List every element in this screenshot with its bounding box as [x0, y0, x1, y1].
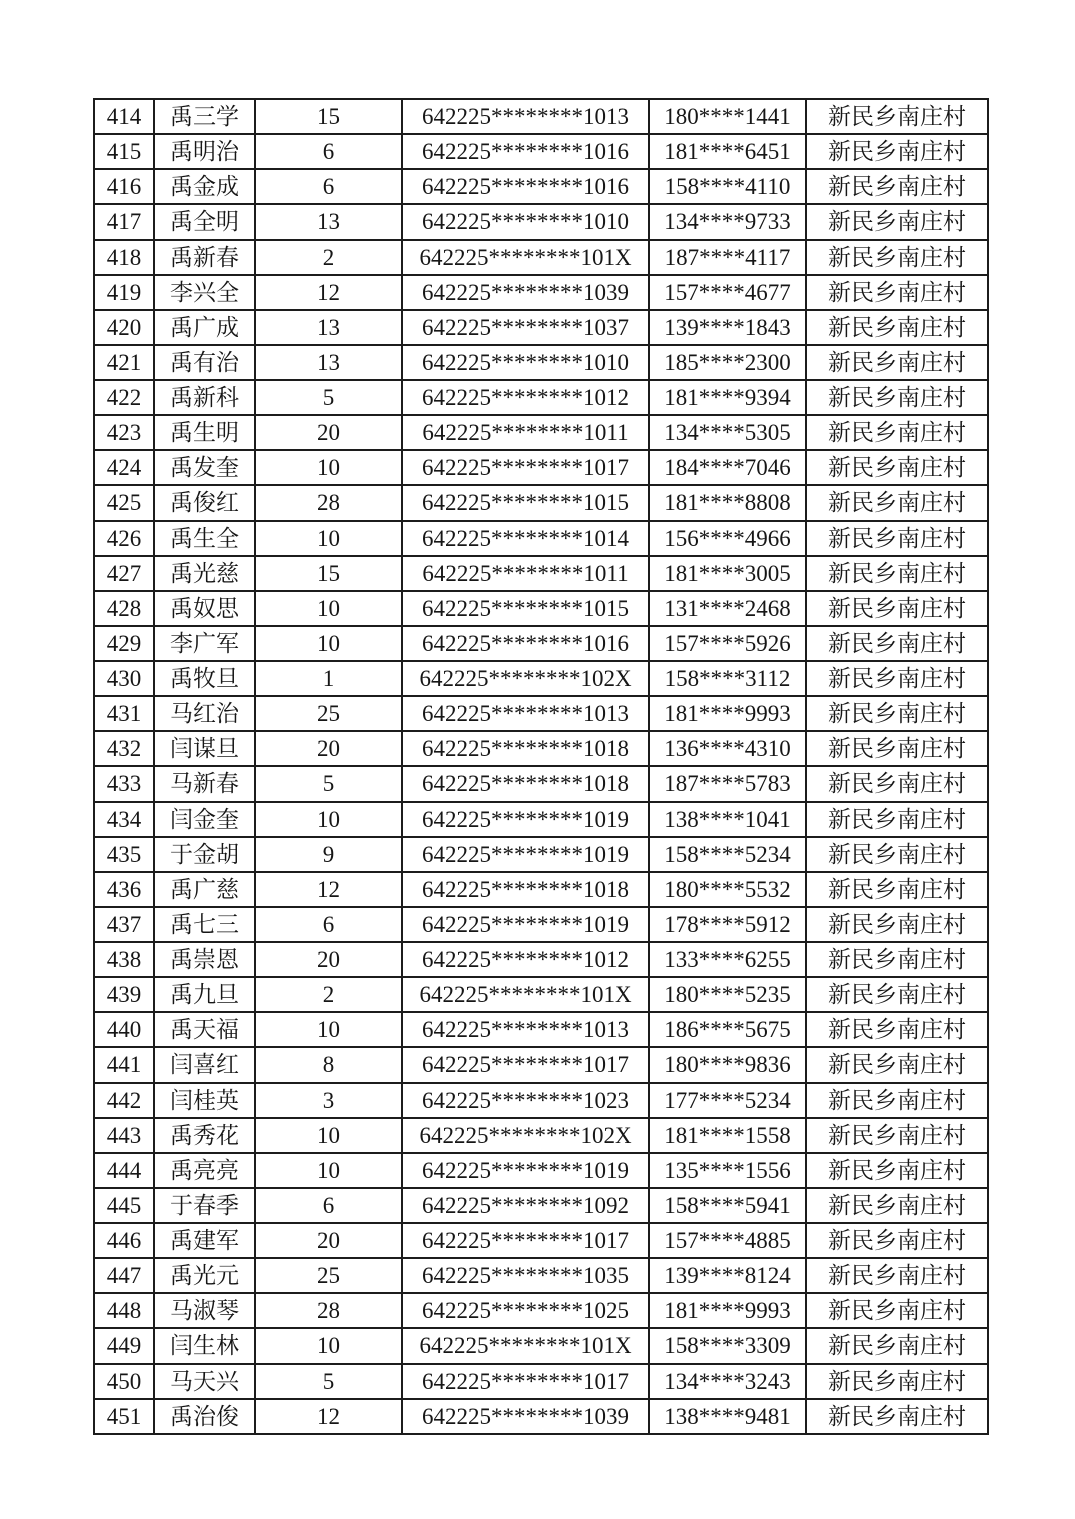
village-cell: 新民乡南庄村	[806, 872, 988, 907]
phone-cell: 186****5675	[649, 1012, 806, 1047]
serial-cell: 439	[94, 977, 154, 1012]
quantity-cell: 2	[255, 977, 402, 1012]
id-number-cell: 642225********1010	[402, 345, 649, 380]
id-number-cell: 642225********101X	[402, 1328, 649, 1363]
name-cell: 闫生林	[154, 1328, 255, 1363]
id-number-cell: 642225********1037	[402, 310, 649, 345]
serial-cell: 438	[94, 942, 154, 977]
name-cell: 于金胡	[154, 837, 255, 872]
table-row	[94, 1188, 988, 1223]
name-cell: 禹牧旦	[154, 661, 255, 696]
phone-cell: 135****1556	[649, 1153, 806, 1188]
quantity-cell: 1	[255, 661, 402, 696]
quantity-cell: 15	[255, 99, 402, 134]
phone-cell: 181****6451	[649, 134, 806, 169]
quantity-cell: 13	[255, 310, 402, 345]
quantity-cell: 25	[255, 1258, 402, 1293]
phone-cell: 185****2300	[649, 345, 806, 380]
village-cell: 新民乡南庄村	[806, 1364, 988, 1399]
quantity-cell: 13	[255, 345, 402, 380]
table-row	[94, 310, 988, 345]
serial-cell: 418	[94, 240, 154, 275]
village-cell: 新民乡南庄村	[806, 99, 988, 134]
quantity-cell: 5	[255, 1364, 402, 1399]
serial-cell: 423	[94, 415, 154, 450]
village-cell: 新民乡南庄村	[806, 204, 988, 239]
phone-cell: 157****4885	[649, 1223, 806, 1258]
serial-cell: 441	[94, 1047, 154, 1082]
id-number-cell: 642225********1010	[402, 204, 649, 239]
id-number-cell: 642225********1015	[402, 485, 649, 520]
id-number-cell: 642225********1025	[402, 1293, 649, 1328]
id-number-cell: 642225********1011	[402, 556, 649, 591]
serial-cell: 419	[94, 275, 154, 310]
serial-cell: 434	[94, 802, 154, 837]
serial-cell: 420	[94, 310, 154, 345]
phone-cell: 181****8808	[649, 485, 806, 520]
village-cell: 新民乡南庄村	[806, 661, 988, 696]
phone-cell: 136****4310	[649, 731, 806, 766]
phone-cell: 184****7046	[649, 450, 806, 485]
phone-cell: 133****6255	[649, 942, 806, 977]
quantity-cell: 25	[255, 696, 402, 731]
phone-cell: 187****5783	[649, 766, 806, 801]
village-cell: 新民乡南庄村	[806, 134, 988, 169]
phone-cell: 180****5235	[649, 977, 806, 1012]
table-row	[94, 240, 988, 275]
village-cell: 新民乡南庄村	[806, 1188, 988, 1223]
phone-cell: 134****3243	[649, 1364, 806, 1399]
name-cell: 马天兴	[154, 1364, 255, 1399]
name-cell: 禹全明	[154, 204, 255, 239]
village-cell: 新民乡南庄村	[806, 556, 988, 591]
table-row	[94, 942, 988, 977]
village-cell: 新民乡南庄村	[806, 1118, 988, 1153]
quantity-cell: 8	[255, 1047, 402, 1082]
table-row	[94, 134, 988, 169]
id-number-cell: 642225********1018	[402, 872, 649, 907]
phone-cell: 180****1441	[649, 99, 806, 134]
quantity-cell: 10	[255, 450, 402, 485]
name-cell: 禹广慈	[154, 872, 255, 907]
id-number-cell: 642225********101X	[402, 977, 649, 1012]
table-row	[94, 169, 988, 204]
table-row	[94, 556, 988, 591]
serial-cell: 447	[94, 1258, 154, 1293]
name-cell: 李广军	[154, 626, 255, 661]
name-cell: 禹新科	[154, 380, 255, 415]
village-cell: 新民乡南庄村	[806, 1047, 988, 1082]
quantity-cell: 10	[255, 1328, 402, 1363]
id-number-cell: 642225********1012	[402, 380, 649, 415]
name-cell: 禹金成	[154, 169, 255, 204]
village-cell: 新民乡南庄村	[806, 942, 988, 977]
phone-cell: 178****5912	[649, 907, 806, 942]
table-row	[94, 450, 988, 485]
name-cell: 禹秀花	[154, 1118, 255, 1153]
roster-table	[93, 98, 989, 1435]
name-cell: 马新春	[154, 766, 255, 801]
id-number-cell: 642225********1017	[402, 1364, 649, 1399]
table-row	[94, 661, 988, 696]
village-cell: 新民乡南庄村	[806, 450, 988, 485]
village-cell: 新民乡南庄村	[806, 591, 988, 626]
phone-cell: 158****5941	[649, 1188, 806, 1223]
id-number-cell: 642225********102X	[402, 661, 649, 696]
name-cell: 禹光元	[154, 1258, 255, 1293]
name-cell: 禹生明	[154, 415, 255, 450]
id-number-cell: 642225********1017	[402, 1223, 649, 1258]
phone-cell: 158****4110	[649, 169, 806, 204]
village-cell: 新民乡南庄村	[806, 380, 988, 415]
quantity-cell: 6	[255, 907, 402, 942]
village-cell: 新民乡南庄村	[806, 1012, 988, 1047]
village-cell: 新民乡南庄村	[806, 169, 988, 204]
id-number-cell: 642225********1017	[402, 1047, 649, 1082]
quantity-cell: 6	[255, 134, 402, 169]
name-cell: 禹新春	[154, 240, 255, 275]
roster-table-body	[94, 99, 988, 1434]
phone-cell: 139****8124	[649, 1258, 806, 1293]
id-number-cell: 642225********1019	[402, 1153, 649, 1188]
table-row	[94, 1012, 988, 1047]
table-row	[94, 766, 988, 801]
quantity-cell: 12	[255, 1399, 402, 1434]
serial-cell: 424	[94, 450, 154, 485]
name-cell: 闫桂英	[154, 1083, 255, 1118]
village-cell: 新民乡南庄村	[806, 1223, 988, 1258]
table-row	[94, 907, 988, 942]
serial-cell: 451	[94, 1399, 154, 1434]
table-row	[94, 521, 988, 556]
phone-cell: 156****4966	[649, 521, 806, 556]
phone-cell: 181****3005	[649, 556, 806, 591]
quantity-cell: 13	[255, 204, 402, 239]
phone-cell: 181****9993	[649, 1293, 806, 1328]
serial-cell: 431	[94, 696, 154, 731]
phone-cell: 138****9481	[649, 1399, 806, 1434]
serial-cell: 449	[94, 1328, 154, 1363]
table-row	[94, 1258, 988, 1293]
serial-cell: 429	[94, 626, 154, 661]
village-cell: 新民乡南庄村	[806, 1328, 988, 1363]
table-row	[94, 380, 988, 415]
name-cell: 禹三学	[154, 99, 255, 134]
village-cell: 新民乡南庄村	[806, 977, 988, 1012]
quantity-cell: 20	[255, 1223, 402, 1258]
phone-cell: 134****9733	[649, 204, 806, 239]
phone-cell: 180****5532	[649, 872, 806, 907]
serial-cell: 430	[94, 661, 154, 696]
table-row	[94, 485, 988, 520]
name-cell: 禹治俊	[154, 1399, 255, 1434]
serial-cell: 440	[94, 1012, 154, 1047]
quantity-cell: 28	[255, 1293, 402, 1328]
quantity-cell: 10	[255, 626, 402, 661]
village-cell: 新民乡南庄村	[806, 415, 988, 450]
serial-cell: 416	[94, 169, 154, 204]
serial-cell: 432	[94, 731, 154, 766]
table-row	[94, 204, 988, 239]
name-cell: 禹生全	[154, 521, 255, 556]
table-row	[94, 977, 988, 1012]
serial-cell: 421	[94, 345, 154, 380]
name-cell: 闫喜红	[154, 1047, 255, 1082]
name-cell: 禹奴思	[154, 591, 255, 626]
serial-cell: 425	[94, 485, 154, 520]
village-cell: 新民乡南庄村	[806, 310, 988, 345]
id-number-cell: 642225********1018	[402, 731, 649, 766]
table-row	[94, 591, 988, 626]
id-number-cell: 642225********1011	[402, 415, 649, 450]
id-number-cell: 642225********1016	[402, 134, 649, 169]
village-cell: 新民乡南庄村	[806, 521, 988, 556]
table-row	[94, 1083, 988, 1118]
name-cell: 马红治	[154, 696, 255, 731]
id-number-cell: 642225********101X	[402, 240, 649, 275]
phone-cell: 158****3309	[649, 1328, 806, 1363]
phone-cell: 181****1558	[649, 1118, 806, 1153]
village-cell: 新民乡南庄村	[806, 1258, 988, 1293]
table-row	[94, 1399, 988, 1434]
table-row	[94, 415, 988, 450]
id-number-cell: 642225********1015	[402, 591, 649, 626]
id-number-cell: 642225********1039	[402, 275, 649, 310]
quantity-cell: 20	[255, 415, 402, 450]
name-cell: 禹崇恩	[154, 942, 255, 977]
id-number-cell: 642225********1023	[402, 1083, 649, 1118]
table-row	[94, 802, 988, 837]
name-cell: 禹亮亮	[154, 1153, 255, 1188]
name-cell: 禹建军	[154, 1223, 255, 1258]
village-cell: 新民乡南庄村	[806, 1083, 988, 1118]
village-cell: 新民乡南庄村	[806, 802, 988, 837]
serial-cell: 415	[94, 134, 154, 169]
quantity-cell: 6	[255, 1188, 402, 1223]
phone-cell: 181****9394	[649, 380, 806, 415]
serial-cell: 426	[94, 521, 154, 556]
serial-cell: 436	[94, 872, 154, 907]
table-row	[94, 1223, 988, 1258]
village-cell: 新民乡南庄村	[806, 240, 988, 275]
table-row	[94, 99, 988, 134]
village-cell: 新民乡南庄村	[806, 696, 988, 731]
id-number-cell: 642225********1016	[402, 626, 649, 661]
serial-cell: 446	[94, 1223, 154, 1258]
phone-cell: 187****4117	[649, 240, 806, 275]
table-row	[94, 731, 988, 766]
id-number-cell: 642225********1092	[402, 1188, 649, 1223]
quantity-cell: 9	[255, 837, 402, 872]
id-number-cell: 642225********102X	[402, 1118, 649, 1153]
phone-cell: 134****5305	[649, 415, 806, 450]
quantity-cell: 12	[255, 275, 402, 310]
serial-cell: 444	[94, 1153, 154, 1188]
village-cell: 新民乡南庄村	[806, 731, 988, 766]
quantity-cell: 3	[255, 1083, 402, 1118]
table-row	[94, 345, 988, 380]
table-row	[94, 696, 988, 731]
id-number-cell: 642225********1012	[402, 942, 649, 977]
quantity-cell: 5	[255, 766, 402, 801]
serial-cell: 435	[94, 837, 154, 872]
serial-cell: 414	[94, 99, 154, 134]
name-cell: 禹七三	[154, 907, 255, 942]
village-cell: 新民乡南庄村	[806, 907, 988, 942]
quantity-cell: 2	[255, 240, 402, 275]
name-cell: 禹光慈	[154, 556, 255, 591]
quantity-cell: 10	[255, 802, 402, 837]
village-cell: 新民乡南庄村	[806, 485, 988, 520]
name-cell: 禹有治	[154, 345, 255, 380]
table-row	[94, 1364, 988, 1399]
name-cell: 禹明治	[154, 134, 255, 169]
quantity-cell: 15	[255, 556, 402, 591]
name-cell: 李兴全	[154, 275, 255, 310]
quantity-cell: 10	[255, 591, 402, 626]
serial-cell: 427	[94, 556, 154, 591]
table-row	[94, 626, 988, 661]
village-cell: 新民乡南庄村	[806, 275, 988, 310]
serial-cell: 433	[94, 766, 154, 801]
phone-cell: 139****1843	[649, 310, 806, 345]
quantity-cell: 20	[255, 731, 402, 766]
quantity-cell: 20	[255, 942, 402, 977]
phone-cell: 180****9836	[649, 1047, 806, 1082]
village-cell: 新民乡南庄村	[806, 626, 988, 661]
village-cell: 新民乡南庄村	[806, 1293, 988, 1328]
name-cell: 闫金奎	[154, 802, 255, 837]
village-cell: 新民乡南庄村	[806, 1399, 988, 1434]
village-cell: 新民乡南庄村	[806, 837, 988, 872]
name-cell: 闫谋旦	[154, 731, 255, 766]
table-row	[94, 1047, 988, 1082]
table-row	[94, 1328, 988, 1363]
phone-cell: 157****4677	[649, 275, 806, 310]
id-number-cell: 642225********1019	[402, 802, 649, 837]
id-number-cell: 642225********1018	[402, 766, 649, 801]
village-cell: 新民乡南庄村	[806, 1153, 988, 1188]
serial-cell: 417	[94, 204, 154, 239]
quantity-cell: 10	[255, 1118, 402, 1153]
phone-cell: 157****5926	[649, 626, 806, 661]
id-number-cell: 642225********1014	[402, 521, 649, 556]
name-cell: 禹发奎	[154, 450, 255, 485]
serial-cell: 422	[94, 380, 154, 415]
quantity-cell: 10	[255, 1153, 402, 1188]
serial-cell: 442	[94, 1083, 154, 1118]
quantity-cell: 5	[255, 380, 402, 415]
table-row	[94, 837, 988, 872]
id-number-cell: 642225********1019	[402, 907, 649, 942]
serial-cell: 450	[94, 1364, 154, 1399]
name-cell: 马淑琴	[154, 1293, 255, 1328]
phone-cell: 158****5234	[649, 837, 806, 872]
name-cell: 禹俊红	[154, 485, 255, 520]
serial-cell: 443	[94, 1118, 154, 1153]
quantity-cell: 10	[255, 1012, 402, 1047]
id-number-cell: 642225********1013	[402, 99, 649, 134]
name-cell: 于春季	[154, 1188, 255, 1223]
table-row	[94, 1153, 988, 1188]
village-cell: 新民乡南庄村	[806, 345, 988, 380]
id-number-cell: 642225********1017	[402, 450, 649, 485]
quantity-cell: 28	[255, 485, 402, 520]
id-number-cell: 642225********1039	[402, 1399, 649, 1434]
name-cell: 禹广成	[154, 310, 255, 345]
name-cell: 禹天福	[154, 1012, 255, 1047]
serial-cell: 448	[94, 1293, 154, 1328]
table-row	[94, 1118, 988, 1153]
table-row	[94, 872, 988, 907]
quantity-cell: 6	[255, 169, 402, 204]
phone-cell: 138****1041	[649, 802, 806, 837]
table-row	[94, 1293, 988, 1328]
serial-cell: 437	[94, 907, 154, 942]
village-cell: 新民乡南庄村	[806, 766, 988, 801]
serial-cell: 445	[94, 1188, 154, 1223]
phone-cell: 177****5234	[649, 1083, 806, 1118]
name-cell: 禹九旦	[154, 977, 255, 1012]
id-number-cell: 642225********1013	[402, 696, 649, 731]
quantity-cell: 10	[255, 521, 402, 556]
id-number-cell: 642225********1019	[402, 837, 649, 872]
serial-cell: 428	[94, 591, 154, 626]
phone-cell: 181****9993	[649, 696, 806, 731]
table-row	[94, 275, 988, 310]
id-number-cell: 642225********1035	[402, 1258, 649, 1293]
phone-cell: 158****3112	[649, 661, 806, 696]
phone-cell: 131****2468	[649, 591, 806, 626]
quantity-cell: 12	[255, 872, 402, 907]
id-number-cell: 642225********1016	[402, 169, 649, 204]
id-number-cell: 642225********1013	[402, 1012, 649, 1047]
